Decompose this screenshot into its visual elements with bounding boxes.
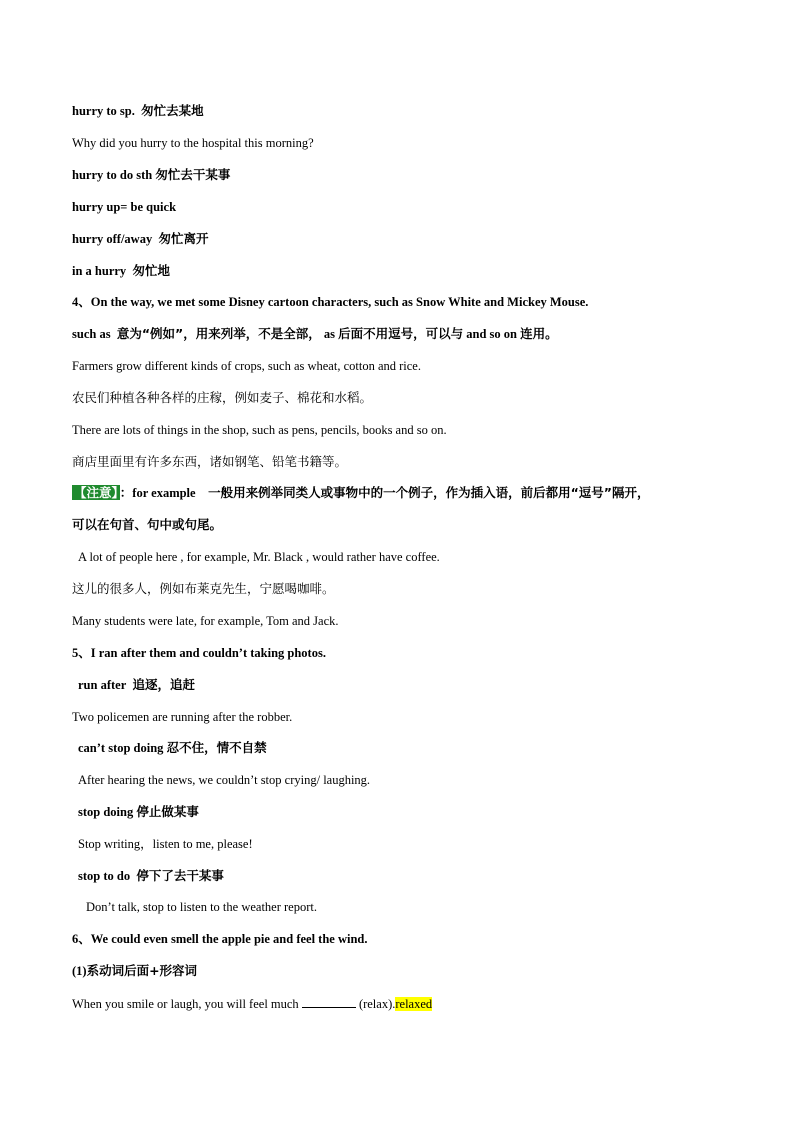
- note-continuation: 可以在句首、句中或句尾。: [72, 517, 223, 532]
- note-tag: 【注意】: [74, 485, 118, 500]
- exercise-sentence: When you smile or laugh, you will feel much (relax).relaxed: [72, 997, 433, 1011]
- phrase-hurry-up: hurry up= be quick: [72, 200, 177, 214]
- phrase-hurry-to-sp: hurry to sp. 匆忙去某地: [72, 103, 204, 118]
- example-sentence: Two policemen are running after the robber.: [72, 710, 293, 724]
- phrase-run-after: run after 追逐，追赶: [78, 677, 196, 692]
- example-sentence: A lot of people here , for example, Mr. Black , would rather have coffee.: [78, 550, 440, 564]
- answer-highlight: relaxed: [395, 997, 433, 1011]
- example-translation: 农民们种植各种各样的庄稼，例如麦子、棉花和水稻。: [72, 390, 373, 405]
- note-for-example: 【注意】 ：for example 一般用来例举同类人或事物中的一个例子，作为插入语，前后都用“逗号”隔开，: [74, 485, 650, 500]
- example-sentence: Don’t talk, stop to listen to the weather report.: [86, 900, 317, 914]
- section-heading-6: 6、We could even smell the apple pie and feel the wind.: [72, 932, 368, 946]
- subheading-linking-verb: (1)系动词后面+形容词: [72, 963, 198, 978]
- phrase-stop-to-do: stop to do 停下了去干某事: [78, 868, 224, 883]
- example-sentence: Many students were late, for example, Tom and Jack.: [72, 614, 339, 628]
- phrase-stop-doing: stop doing 停止做某事: [78, 804, 199, 819]
- example-sentence: Stop writing，listen to me, please!: [78, 837, 253, 851]
- example-sentence: Why did you hurry to the hospital this morning?: [72, 136, 314, 150]
- phrase-in-a-hurry: in a hurry 匆忙地: [72, 263, 170, 278]
- example-sentence: Farmers grow different kinds of crops, such as wheat, cotton and rice.: [72, 359, 421, 373]
- phrase-hurry-off: hurry off/away 匆忙离开: [72, 231, 209, 246]
- phrase-cant-stop-doing: can’t stop doing 忍不住，情不自禁: [78, 740, 267, 755]
- phrase-hurry-to-do: hurry to do sth 匆忙去干某事: [72, 167, 231, 182]
- example-sentence: There are lots of things in the shop, such as pens, pencils, books and so on.: [72, 423, 447, 437]
- section-heading-5: 5、I ran after them and couldn’t taking photos.: [72, 646, 326, 660]
- section-heading-4: 4、On the way, we met some Disney cartoon characters, such as Snow White and Mickey Mouse.: [72, 295, 589, 309]
- example-sentence: After hearing the news, we couldn’t stop crying/ laughing.: [78, 773, 371, 787]
- such-as-explanation: such as 意为“例如”，用来列举，不是全部， as 后面不用逗号，可以与 and so on 连用。: [72, 326, 558, 341]
- example-translation: 这儿的很多人，例如布莱克先生，宁愿喝咖啡。: [72, 581, 335, 596]
- answer-blank: [302, 995, 356, 1008]
- example-translation: 商店里面里有许多东西，诸如钢笔、铅笔书籍等。: [72, 454, 348, 469]
